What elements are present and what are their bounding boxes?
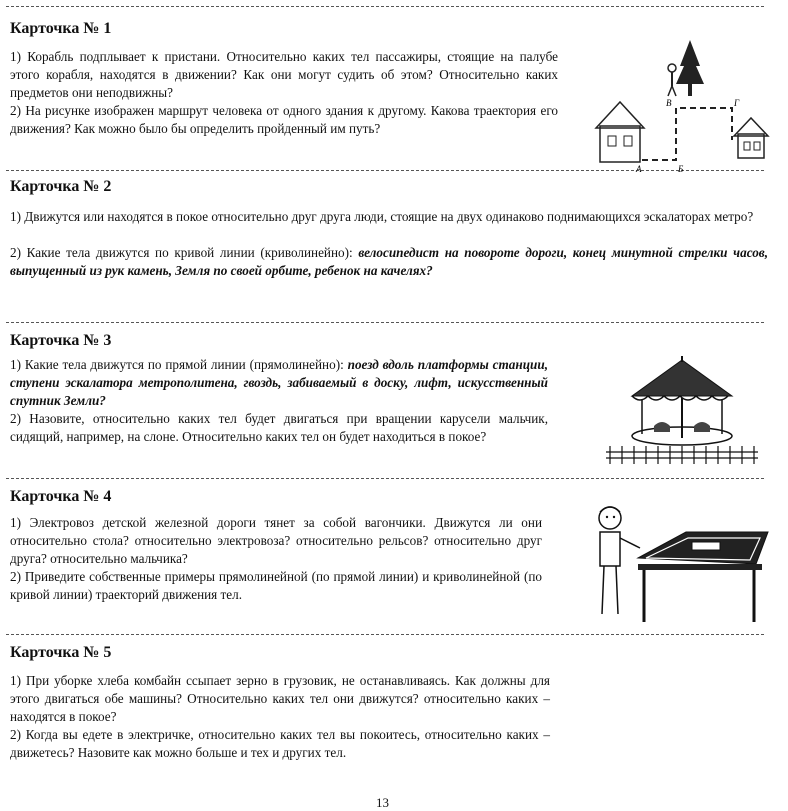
- card-title: Карточка № 3: [10, 332, 112, 349]
- question-1: 1) Электровоз детской железной дороги тянет за собой вагончики. Движутся ли они относительно стола? относительно электровоза? относительно рельсов? относительно друг друга? относительно мальчика?: [10, 515, 542, 566]
- boy-with-toy-railway-illustration: [588, 502, 770, 626]
- card-3: [10, 332, 770, 474]
- question-2-examples: велосипедист на повороте дороги, конец минутной стрелки часов, выпущенный из рук камень, Земля по своей орбите, ребенок на качелях?: [10, 245, 768, 278]
- question-1: [10, 356, 548, 410]
- card-title: Карточка № 1: [10, 20, 112, 37]
- question-2: 2) Приведите собственные примеры прямолинейной (по прямой линии) и криволинейной (по кривой линии) траекторий движения тел.: [10, 569, 542, 602]
- card-title: Карточка № 4: [10, 488, 112, 505]
- question-2: 2) Когда вы едете в электричке, относительно каких тел вы покоитесь, относительно каких – движетесь? Назовите как можно больше и тех и других тел.: [10, 727, 550, 760]
- point-label-v: В: [666, 98, 672, 108]
- card-title: Карточка № 2: [10, 178, 112, 195]
- question-2: 2) На рисунке изображен маршрут человека от одного здания к другому. Какова траектория его движения? Как можно было бы определить пройденный им путь?: [10, 103, 558, 136]
- top-border: [6, 6, 764, 7]
- card-1: [10, 20, 770, 172]
- card-4: [10, 488, 770, 630]
- card-5: [10, 644, 770, 784]
- route-between-houses-illustration: [580, 32, 772, 172]
- point-label-b: Б: [678, 164, 684, 172]
- card-title: Карточка № 5: [10, 644, 112, 661]
- question-1: 1) Движутся или находятся в покое относительно друг друга люди, стоящие на двух одинаково поднимающихся эскалаторах метро?: [10, 209, 754, 224]
- card-separator: [6, 478, 764, 479]
- carousel-illustration: [602, 354, 762, 470]
- point-label-a: А: [636, 164, 642, 172]
- point-label-g: Г: [734, 98, 740, 108]
- card-separator: [6, 322, 764, 323]
- card-separator: [6, 634, 764, 635]
- question-2-text: 2) Какие тела движутся по кривой линии (криволинейно):: [10, 245, 359, 260]
- page-number: 13: [376, 795, 389, 810]
- question-2: 2) Назовите, относительно каких тел будет двигаться при вращении карусели мальчик, сидящий, например, на слоне. Относительно каких тел он будет находиться в покое?: [10, 411, 548, 444]
- question-1-text: 1) Какие тела движутся по прямой линии (прямолинейно):: [10, 357, 348, 372]
- question-1: 1) При уборке хлеба комбайн ссыпает зерно в грузовик, не останавливаясь. Как должны для этого двигаться обе машины? Относительно каких тел они движутся? относительно каких – находятся в покое?: [10, 673, 550, 724]
- question-1: 1) Корабль подплывает к пристани. Относительно каких тел пассажиры, стоящие на палубе этого корабля, находятся в движении? Как они могут судить об этом? Относительно каких предметов они неподвижны?: [10, 49, 558, 100]
- question-2: [10, 244, 768, 280]
- card-2: [10, 178, 770, 318]
- question-1-examples: поезд вдоль платформы станции, ступени эскалатора метрополитена, гвоздь, забиваемый в доску, лифт, искусственный спутник Земли?: [10, 357, 549, 408]
